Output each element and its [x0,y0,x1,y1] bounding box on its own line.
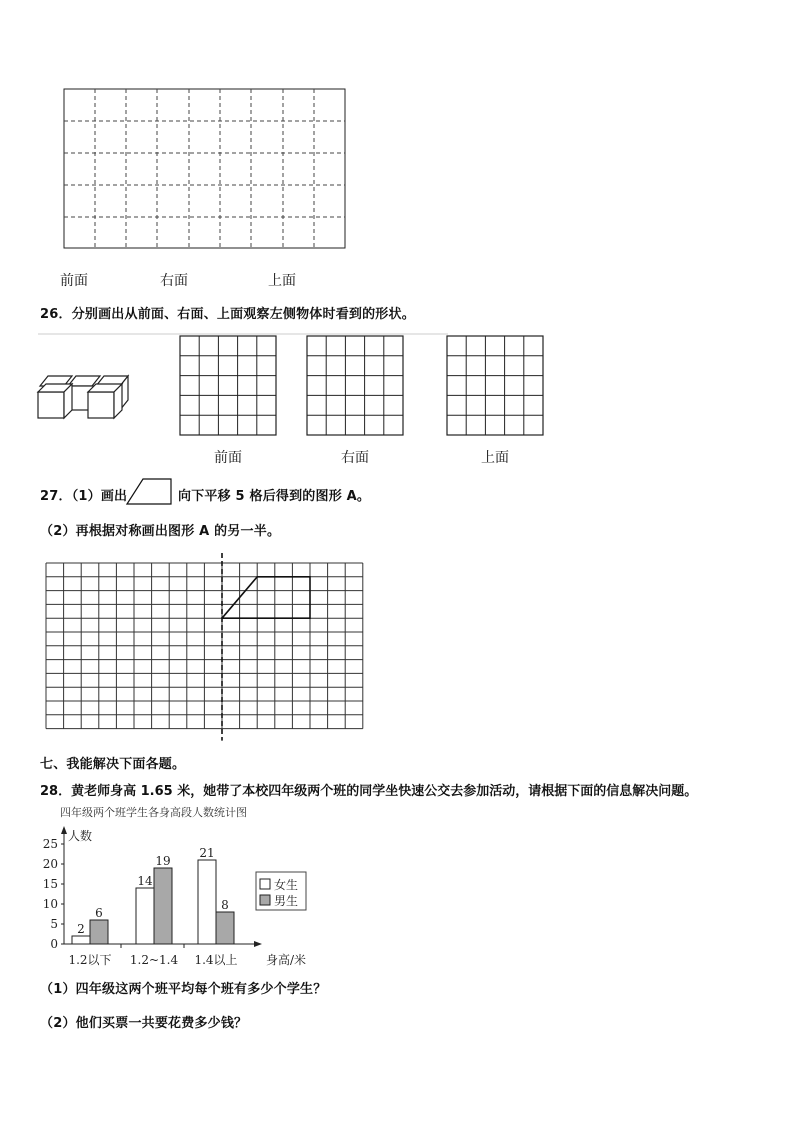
bar-value-label: 6 [95,906,103,920]
y-tick-label: 20 [42,857,58,871]
x-axis-arrow [254,941,262,947]
bar-female [136,888,154,944]
bar-value-label: 21 [199,846,215,860]
question-27-part1-prefix: 27．（1）画出 [40,489,128,504]
section-7-title: 七、我能解决下面各题。 [40,757,186,772]
q26-label-top: 上面 [481,450,509,466]
y-tick-label: 15 [42,877,58,891]
bar-value-label: 2 [77,922,85,936]
y-axis-label: 人数 [68,829,93,843]
q26-grid-top [447,336,547,436]
y-axis-arrow [61,826,67,834]
question-27-part1-suffix: 向下平移 5 格后得到的图形 A。 [178,489,371,504]
height-bar-chart [34,802,364,972]
y-tick-label: 25 [42,837,58,851]
question-28-sub2: （2）他们买票一共要花费多少钱？ [40,1016,248,1031]
q26-grid-front [180,336,280,436]
bar-male [154,868,172,944]
q26-label-front: 前面 [214,450,242,466]
bar-male [90,920,108,944]
bar-female [198,860,216,944]
grid1-label-top: 上面 [268,273,296,289]
bar-value-label: 19 [155,854,171,868]
legend-label: 女生 [274,878,299,892]
legend-swatch [260,895,270,905]
question-26: 26．分别画出从前面、右面、上面观察左侧物体时看到的形状。 [40,307,415,322]
bar-value-label: 8 [221,898,229,912]
grid1-label-right: 右面 [160,273,188,289]
x-tick-label: 1.4以上 [194,953,238,967]
q26-label-right: 右面 [341,450,369,466]
y-tick-label: 5 [50,917,58,931]
parallelogram-shape [125,476,175,508]
dashed-grid-1 [0,0,794,300]
x-tick-label: 1.2以下 [68,953,112,967]
question-28: 28．黄老师身高 1.65 米，她带了本校四年级两个班的同学坐快速公交去参加活动，请根据下面的信息解决问题。 [40,784,698,799]
bar-male [216,912,234,944]
half-shape [222,577,310,618]
q26-grid-right [307,336,407,436]
x-axis-label: 身高/米 [266,953,307,967]
y-tick-label: 0 [50,937,58,951]
grid1-label-front: 前面 [60,273,88,289]
legend-swatch [260,879,270,889]
bar-female [72,936,90,944]
chart-title: 四年级两个班学生各身高段人数统计图 [60,806,247,819]
question-27-part2: （2）再根据对称画出图形 A 的另一半。 [40,524,281,539]
q27-grid [44,553,384,753]
x-tick-label: 1.2~1.4 [129,953,179,967]
legend-label: 男生 [274,894,299,908]
bar-value-label: 14 [137,874,153,888]
question-28-sub1: （1）四年级这两个班平均每个班有多少个学生？ [40,982,327,997]
y-tick-label: 10 [42,897,58,911]
cube-figure [36,372,146,442]
